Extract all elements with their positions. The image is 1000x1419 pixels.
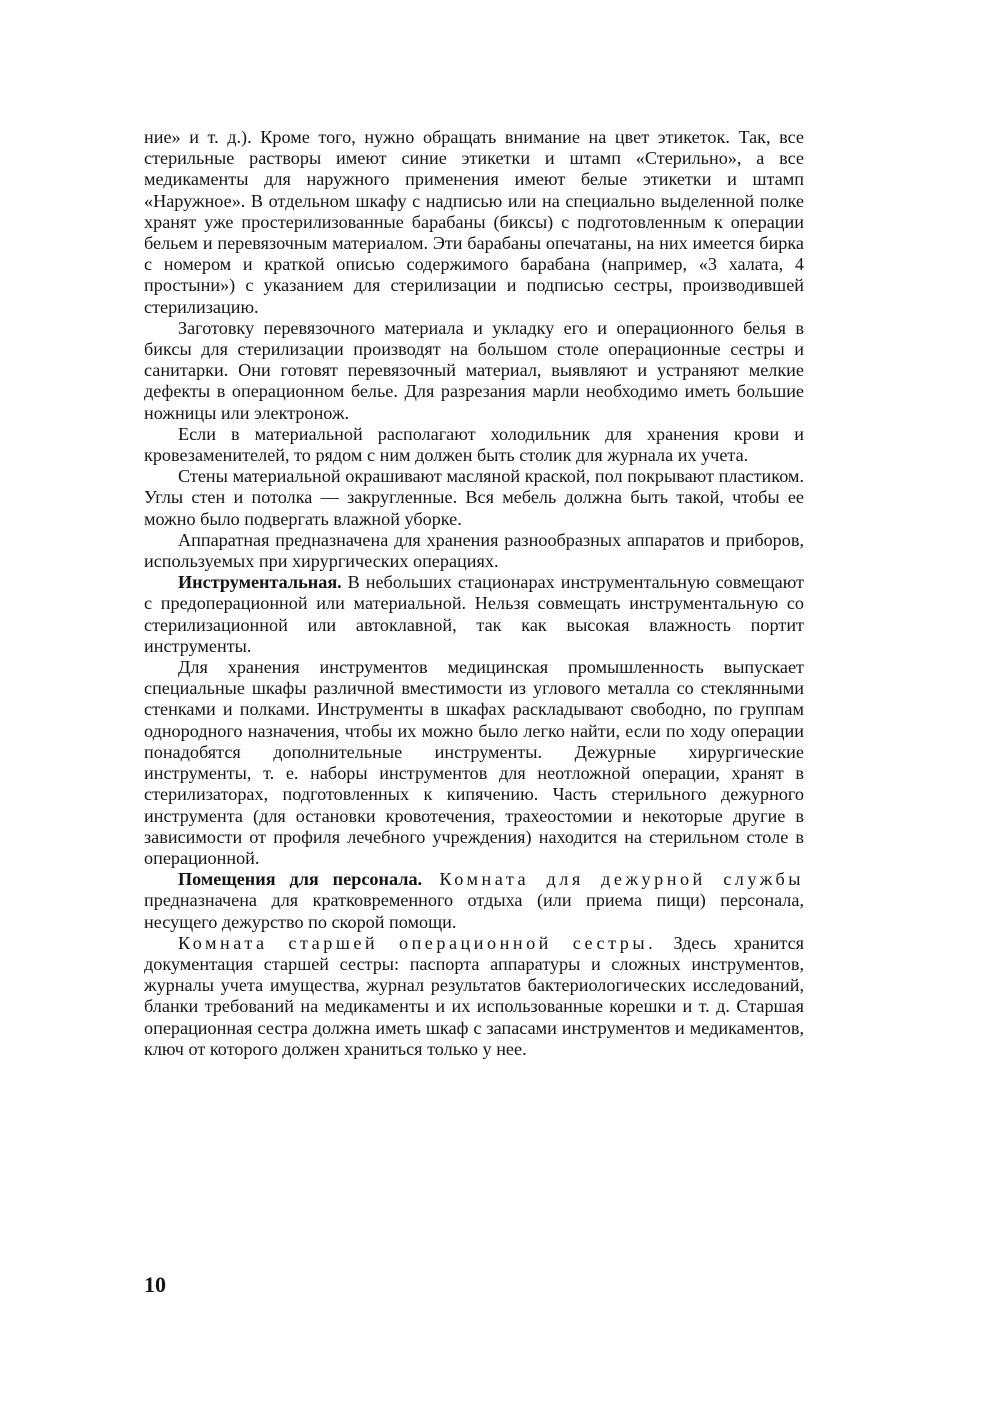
paragraph-refrigerator: Если в материальной располагают холодильник для хранения крови и кровезаменителей, то рядом с ним должен быть столик для журнала их учета. <box>144 423 804 466</box>
paragraph-dressing-material: Заготовку перевязочного материала и укладку его и операционного белья в биксы для стерилизации производят на большом столе операционные сестры и санитарки. Они готовят перевязочный материал, выявляют и устраняют мелкие дефекты в операционном белье. Для разрезания марли необходимо иметь большие ножницы или электронож. <box>144 317 804 423</box>
head-nurse-room-term: Комната старшей операционной сестры. <box>178 932 657 953</box>
paragraph-instrument-room <box>144 572 804 657</box>
paragraph-head-nurse-room <box>144 933 804 1060</box>
paragraph-apparatus-room: Аппаратная предназначена для хранения разнообразных аппаратов и приборов, используемых при хирургических операциях. <box>144 529 804 572</box>
instrument-room-text: В небольших стационарах инструментальную совмещают с предоперационной или материальной. Нельзя совмещать инструментальную со стерилизационной или автоклавной, так как высокая влажность портит инструменты. <box>144 572 804 656</box>
paragraph-instrument-storage: Для хранения инструментов медицинская промышленность выпускает специальные шкафы различной вместимости из углового металла со стеклянными стенками и полками. Инструменты в шкафах раскладывают свободно, по группам однородного назначения, чтобы их можно было легко найти, если по ходу операции понадобятся дополнительные инструменты. Дежурные хирургические инструменты, т. е. наборы инструментов для неотложной операции, хранят в стерилизаторах, подготовленных к кипячению. Часть стерильного дежурного инструмента (для остановки кровотечения, трахеостомии и некоторые другие в зависимости от профиля лечебного учреждения) находится на стерильном столе в операционной. <box>144 657 804 868</box>
staff-rooms-text: предназначена для кратковременного отдыха (или приема пищи) персонала, несущего дежурство по скорой помощи. <box>144 890 804 932</box>
instrument-room-heading: Инструментальная. <box>178 572 342 593</box>
head-nurse-room-text: Здесь хранится документация старшей сестры: паспорта аппаратуры и сложных инструментов, журналы учета имущества, журнал результатов бактериологических исследований, бланки требований на медикаменты и их использованные корешки и т. д. Старшая операционная сестра должна иметь шкаф с запасами инструментов и медикаментов, ключ от которого должен храниться только у нее. <box>144 932 805 1059</box>
staff-rooms-heading: Помещения для персонала. <box>178 869 423 890</box>
paragraph-walls: Стены материальной окрашивают масляной краской, пол покрывают пластиком. Углы стен и потолка — закругленные. Вся мебель должна быть такой, чтобы ее можно было подвергать влажной уборке. <box>144 466 804 529</box>
paragraph-storage-labels: ние» и т. д.). Кроме того, нужно обращать внимание на цвет этикеток. Так, все стерильные растворы имеют синие этикетки и штамп «Стерильно», а все медикаменты для наружного применения имеют белые этикетки и штамп «Наружное». В отдельном шкафу с надписью или на специально выделенной полке хранят уже простерилизованные барабаны (биксы) с подготовленным к операции бельем и перевязочным материалом. Эти барабаны опечатаны, на них имеется бирка с номером и краткой описью содержимого барабана (например, «3 халата, 4 простыни») с указанием для стерилизации и подписью сестры, производившей стерилизацию. <box>144 127 804 317</box>
duty-room-term: Комната для дежурной службы <box>422 869 804 890</box>
page-body-text <box>144 127 804 1060</box>
page-number: 10 <box>144 1272 166 1297</box>
paragraph-staff-rooms <box>144 869 804 933</box>
